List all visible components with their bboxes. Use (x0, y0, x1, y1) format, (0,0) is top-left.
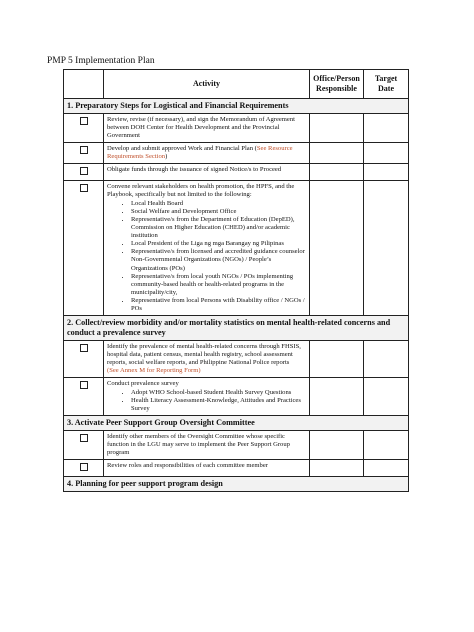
office-cell[interactable] (310, 181, 364, 316)
list-item: • Local Health Board (131, 200, 306, 208)
checkbox[interactable] (80, 381, 88, 389)
target-cell[interactable] (364, 460, 409, 477)
bullet-list (107, 200, 306, 312)
activity-text: Develop and submit approved Work and Financial Plan ( (107, 145, 257, 153)
table-row (64, 340, 409, 377)
header-blank (64, 70, 104, 99)
section-title: 3. Activate Peer Support Group Oversight Committee (64, 415, 409, 430)
office-cell[interactable] (310, 460, 364, 477)
table-row (64, 143, 409, 164)
table-row (64, 430, 409, 459)
list-item: • Representative/s from licensed and accredited guidance counselor Non-Governmental Organizations (NGOs) / People’s Organizations (POs) (131, 248, 306, 272)
header-activity: Activity (104, 70, 310, 99)
list-item: • Representative/s from local youth NGOs / POs implementing community-based health or health-related programs in the municipality/city, (131, 273, 306, 297)
activity-cell (104, 181, 310, 316)
activity-cell (104, 340, 310, 377)
target-cell[interactable] (364, 143, 409, 164)
activity-text: Identify other members of the Oversight Committee whose specific function in the LGU may serve to implement the Peer Support Group program (104, 430, 310, 459)
section-row (64, 415, 409, 430)
target-cell[interactable] (364, 430, 409, 459)
page-title: PMP 5 Implementation Plan (47, 56, 155, 66)
checkbox[interactable] (80, 117, 88, 125)
checkbox[interactable] (80, 184, 88, 192)
header-office: Office/Person Responsible (310, 70, 364, 99)
office-cell[interactable] (310, 164, 364, 181)
target-cell[interactable] (364, 377, 409, 415)
checkbox[interactable] (80, 344, 88, 352)
activity-text: Identify the prevalence of mental health-related concerns through FHSIS, hospital data, patient census, mental health registry, school assessment reports, social welfare reports, and Philippine National Police reports (107, 342, 301, 366)
table-row (64, 181, 409, 316)
section-row (64, 315, 409, 340)
list-item: • Representative from local Persons with Disability office / NGOs / POs (131, 297, 306, 313)
list-item: • Social Welfare and Development Office (131, 208, 306, 216)
activity-text: Convene relevant stakeholders on health promotion, the HPFS, and the Playbook, specifically but not limited to the following: (107, 183, 295, 199)
list-item: • Health Literacy Assessment-Knowledge, Attitudes and Practices Survey (131, 397, 306, 413)
header-target: Target Date (364, 70, 409, 99)
section-title: 4. Planning for peer support program design (64, 477, 409, 492)
target-cell[interactable] (364, 181, 409, 316)
activity-text: Review roles and responsibilities of each committee member (104, 460, 310, 477)
activity-text: Obligate funds through the issuance of signed Notice/s to Proceed (104, 164, 310, 181)
table-row (64, 460, 409, 477)
target-cell[interactable] (364, 114, 409, 143)
office-cell[interactable] (310, 340, 364, 377)
reference-link[interactable]: (See Annex M for Reporting Form) (107, 366, 201, 374)
list-item: • Representative/s from the Department of Education (DepED), Commission on Higher Education (CHED) and/or academic institution (131, 216, 306, 240)
target-cell[interactable] (364, 340, 409, 377)
activity-text-suffix: ) (165, 153, 168, 161)
table-header-row (64, 70, 409, 99)
checkbox[interactable] (80, 167, 88, 175)
checkbox[interactable] (80, 434, 88, 442)
office-cell[interactable] (310, 143, 364, 164)
office-cell[interactable] (310, 430, 364, 459)
section-title: 1. Preparatory Steps for Logistical and Financial Requirements (64, 99, 409, 114)
table-row (64, 377, 409, 415)
activity-text: Review, revise (if necessary), and sign the Memorandum of Agreement between DOH Center for Health Development and the Provincial Government (104, 114, 310, 143)
implementation-plan-table (63, 69, 409, 492)
table-row (64, 114, 409, 143)
bullet-list (107, 389, 306, 413)
activity-text: Conduct prevalence survey (107, 379, 179, 387)
activity-cell (104, 377, 310, 415)
section-title: 2. Collect/review morbidity and/or mortality statistics on mental health-related concerns and conduct a prevalence survey (64, 315, 409, 340)
list-item: • Adopt WHO School-based Student Health Survey Questions (131, 389, 306, 397)
reference-link[interactable]: See Resource Requirements Section (107, 145, 293, 161)
activity-cell (104, 143, 310, 164)
section-row (64, 477, 409, 492)
checkbox[interactable] (80, 146, 88, 154)
table-row (64, 164, 409, 181)
office-cell[interactable] (310, 114, 364, 143)
office-cell[interactable] (310, 377, 364, 415)
list-item: • Local President of the Liga ng mga Barangay ng Pilipinas (131, 240, 306, 248)
checkbox[interactable] (80, 463, 88, 471)
target-cell[interactable] (364, 164, 409, 181)
section-row (64, 99, 409, 114)
